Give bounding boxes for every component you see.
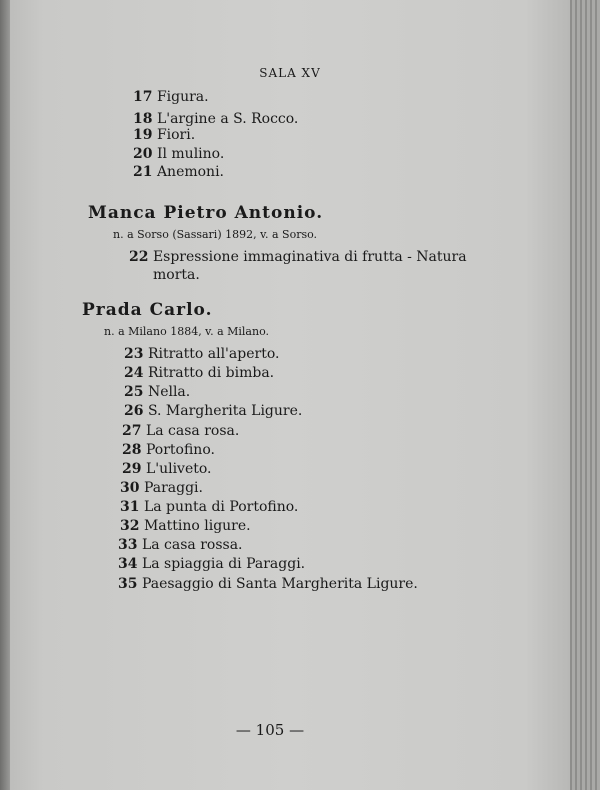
list-item	[133, 146, 224, 162]
item-number: 25	[124, 384, 144, 400]
item-title: La punta di Portofino.	[143, 499, 299, 515]
item-title: L'uliveto.	[145, 461, 212, 477]
item-title: La casa rossa.	[141, 537, 243, 553]
item-number: 22	[129, 249, 149, 265]
list-item	[124, 365, 274, 381]
item-number: 28	[122, 442, 142, 458]
item-title: Espressione immaginativa di frutta - Natura	[152, 249, 467, 265]
list-item	[122, 423, 239, 439]
item-title: Figura.	[156, 89, 209, 105]
item-number: 27	[122, 423, 142, 439]
item-number: 26	[124, 403, 144, 419]
item-title: Ritratto all'aperto.	[147, 346, 280, 362]
item-number: 17	[133, 89, 153, 105]
item-number: 33	[118, 537, 138, 553]
item-title: Paraggi.	[143, 480, 203, 496]
item-number: 34	[118, 556, 138, 572]
book-gutter-left	[0, 0, 10, 790]
item-number: 35	[118, 576, 138, 592]
list-item	[118, 576, 418, 592]
list-item	[120, 518, 251, 534]
item-title: Nella.	[147, 384, 191, 400]
item-title: Anemoni.	[156, 164, 224, 180]
list-item	[133, 164, 224, 180]
book-page-edges	[570, 0, 600, 790]
list-item	[129, 249, 467, 265]
list-item	[124, 403, 302, 419]
item-number: 23	[124, 346, 144, 362]
list-item	[124, 384, 190, 400]
artist-name-prada: Prada Carlo.	[82, 300, 213, 320]
artist-name-manca: Manca Pietro Antonio.	[88, 203, 324, 223]
list-item	[133, 89, 209, 105]
list-item	[124, 346, 279, 362]
list-item	[122, 442, 215, 458]
item-title-continuation: morta.	[153, 267, 200, 283]
running-head: SALA XV	[259, 66, 321, 80]
page-number: — 105 —	[235, 721, 305, 739]
list-item	[120, 499, 298, 515]
artist-bio-prada: n. a Milano 1884, v. a Milano.	[104, 325, 270, 338]
item-title: La spiaggia di Paraggi.	[141, 556, 306, 572]
item-title: S. Margherita Ligure.	[147, 403, 303, 419]
list-item	[133, 127, 195, 143]
item-number: 18	[133, 111, 153, 127]
item-number: 32	[120, 518, 140, 534]
item-number: 19	[133, 127, 153, 143]
artist-bio-manca: n. a Sorso (Sassari) 1892, v. a Sorso.	[113, 228, 318, 241]
list-item	[118, 556, 305, 572]
item-title: La casa rosa.	[145, 423, 240, 439]
item-title: Portofino.	[145, 442, 215, 458]
item-number: 31	[120, 499, 140, 515]
item-title: Ritratto di bimba.	[147, 365, 275, 381]
item-number: 30	[120, 480, 140, 496]
list-item	[118, 537, 243, 553]
item-title: Il mulino.	[156, 146, 225, 162]
item-title: Mattino ligure.	[143, 518, 251, 534]
item-title: L'argine a S. Rocco.	[156, 111, 299, 127]
item-number: 20	[133, 146, 153, 162]
item-title: Fiori.	[156, 127, 196, 143]
list-item	[122, 461, 212, 477]
list-item	[133, 111, 298, 127]
item-number: 21	[133, 164, 153, 180]
item-number: 24	[124, 365, 144, 381]
item-number: 29	[122, 461, 142, 477]
item-title: Paesaggio di Santa Margherita Ligure.	[141, 576, 418, 592]
list-item	[120, 480, 203, 496]
